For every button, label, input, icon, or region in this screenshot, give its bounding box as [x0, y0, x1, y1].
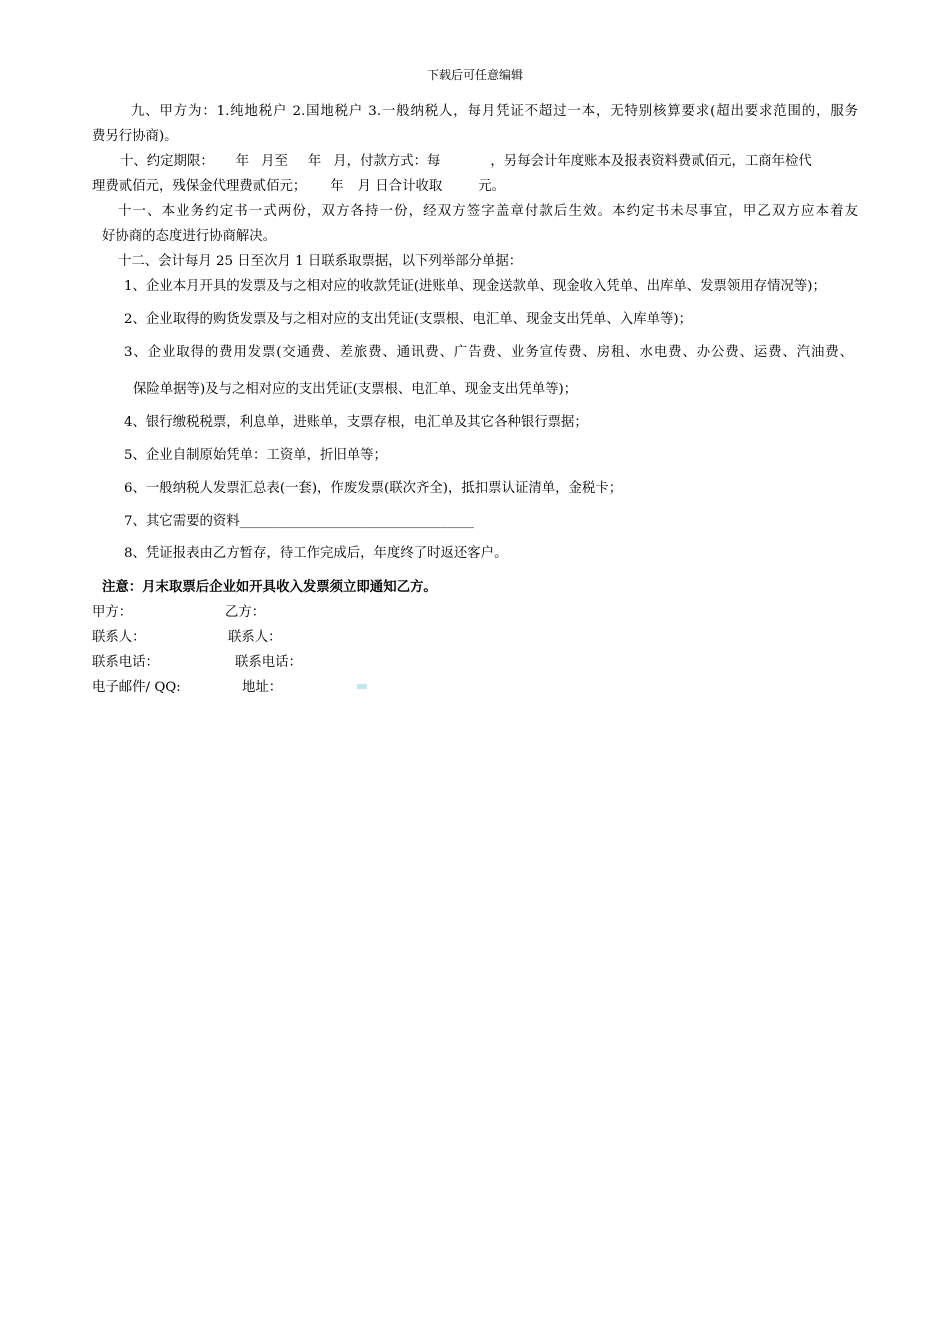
- clause-12-item-3-cont: 保险单据等)及与之相对应的支出凭证(支票根、电汇单、现金支出凭单等)；: [133, 382, 578, 397]
- clause-12-item-8: 8、凭证报表由乙方暂存，待工作完成后，年度终了时返还客户。: [124, 546, 508, 561]
- address-b-label: 地址：: [242, 680, 283, 695]
- clause-11-line-2: 好协商的态度进行协商解决。: [102, 229, 277, 244]
- clause-12-intro: 十二、会计每月 25 日至次月 1 日联系取票据，以下列举部分单据：: [118, 254, 523, 269]
- email-a-label: 电子邮件/ QQ:: [92, 680, 181, 695]
- clause-12-item-5: 5、企业自制原始凭单：工资单，折旧单等；: [124, 448, 387, 463]
- clause-10-month-to: 月至: [261, 154, 288, 169]
- clause-10-year-1: 年: [235, 154, 250, 169]
- clause-10-year-3: 年: [330, 179, 344, 194]
- highlight-marker: [357, 684, 367, 689]
- clause-12-item-6: 6、一般纳税人发票汇总表(一套)，作废发票(联次齐全)，抵扣票认证清单，金税卡；: [124, 481, 623, 496]
- clause-11-line-1: 十一、本业务约定书一式两份，双方各持一份，经双方签字盖章付款后生效。本约定书未尽事宜，甲乙双方应本着友: [118, 204, 858, 219]
- contact-a-label: 联系人：: [92, 630, 146, 645]
- clause-10-line-1: [120, 154, 812, 170]
- party-a-label: 甲方：: [92, 605, 133, 620]
- clause-12-item-7: 7、其它需要的资料___________________________________: [124, 514, 474, 529]
- clause-10-yuan: 元。: [478, 179, 506, 194]
- contact-b-label: 联系人：: [228, 630, 282, 645]
- clause-10-fees: ，另每会计年度账本及报表资料费贰佰元，工商年检代: [490, 154, 812, 169]
- phone-a-label: 联系电话：: [92, 655, 159, 670]
- clause-10-year-2: 年: [307, 154, 322, 169]
- clause-12-item-4: 4、银行缴税税票，利息单，进账单，支票存根，电汇单及其它各种银行票据；: [124, 415, 588, 430]
- phone-b-label: 联系电话：: [235, 655, 302, 670]
- clause-12-item-2: 2、企业取得的购货发票及与之相对应的支出凭证(支票根、电汇单、现金支出凭单、入库单等)；: [124, 312, 692, 327]
- clause-9-line-1: 九、甲方为：1.纯地税户 2.国地税户 3.一般纳税人，每月凭证不超过一本，无特别核算要求(超出要求范围的，服务: [131, 104, 858, 119]
- clause-10-term-label: 十、约定期限：: [120, 154, 214, 169]
- clause-10-fees-2: 理费贰佰元，残保金代理费贰佰元；: [92, 179, 307, 194]
- clause-10-line-2: [92, 179, 505, 195]
- party-b-label: 乙方：: [225, 605, 266, 620]
- clause-10-total: 月 日合计收取: [357, 179, 443, 194]
- page-header: 下载后可任意编辑: [426, 68, 523, 82]
- clause-9-line-2: 费另行协商)。: [92, 129, 178, 144]
- clause-12-item-3: 3、企业取得的费用发票(交通费、差旅费、通讯费、广告费、业务宣传费、房租、水电费、办公费、运费、汽油费、: [124, 345, 853, 360]
- clause-10-payment-method: 月，付款方式：每: [333, 154, 441, 169]
- clause-12-item-1: 1、企业本月开具的发票及与之相对应的收款凭证(进账单、现金送款单、现金收入凭单、出库单、发票领用存情况等)；: [124, 279, 826, 294]
- notice-text: 注意：月末取票后企业如开具收入发票须立即通知乙方。: [102, 579, 437, 595]
